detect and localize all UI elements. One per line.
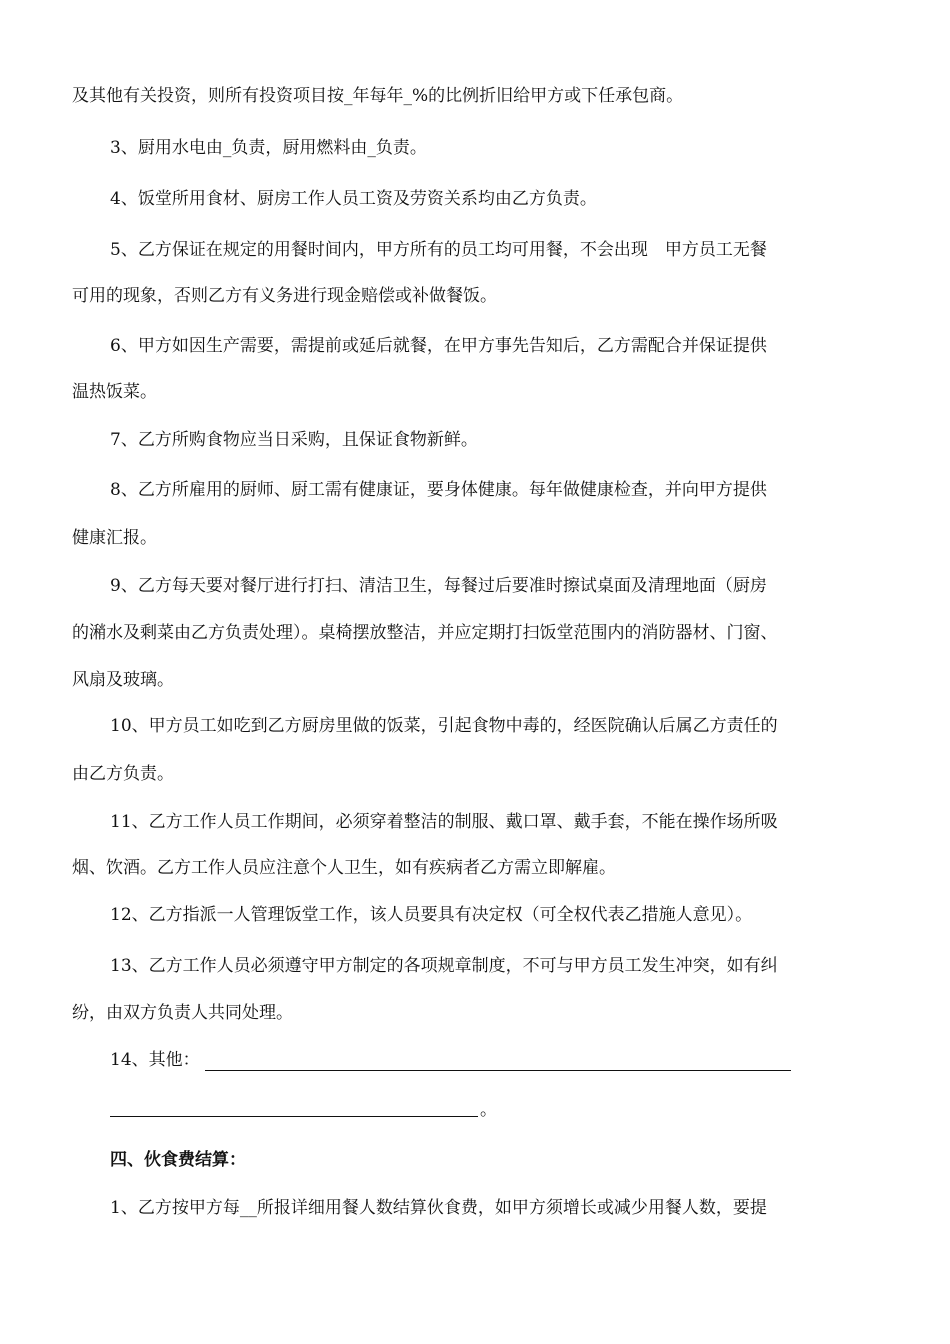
paragraph-line: 6、甲方如因生产需要，需提前或延后就餐，在甲方事先告知后，乙方需配合并保证提供 xyxy=(110,336,767,356)
paragraph-line: 纷，由双方负责人共同处理。 xyxy=(72,1003,293,1023)
paragraph-line: 13、乙方工作人员必须遵守甲方制定的各项规章制度，不可与甲方员工发生冲突，如有纠 xyxy=(110,956,778,976)
paragraph-line: 3、厨用水电由_负责，厨用燃料由_负责。 xyxy=(110,138,427,158)
paragraph-line: 可用的现象，否则乙方有义务进行现金赔偿或补做餐饭。 xyxy=(72,286,497,306)
section-heading: 四、伙食费结算： xyxy=(110,1150,246,1170)
paragraph-line: 温热饭菜。 xyxy=(72,382,157,402)
paragraph-line: 8、乙方所雇用的厨师、厨工需有健康证，要身体健康。每年做健康检查，并向甲方提供 xyxy=(110,480,767,500)
paragraph-line: 10、甲方员工如吃到乙方厨房里做的饭菜，引起食物中毒的，经医院确认后属乙方责任的 xyxy=(110,716,778,736)
paragraph-line: 健康汇报。 xyxy=(72,528,157,548)
paragraph-line: 7、乙方所购食物应当日采购，且保证食物新鲜。 xyxy=(110,430,478,450)
paragraph-line: 由乙方负责。 xyxy=(72,764,174,784)
paragraph-line: 1、乙方按甲方每__所报详细用餐人数结算伙食费，如甲方须增长或减少用餐人数，要提 xyxy=(110,1198,767,1218)
paragraph-line: 5、乙方保证在规定的用餐时间内，甲方所有的员工均可用餐，不会出现 甲方员工无餐 xyxy=(110,240,767,260)
paragraph-line: 9、乙方每天要对餐厅进行打扫、清洁卫生，每餐过后要准时擦试桌面及清理地面（厨房 xyxy=(110,576,767,596)
end-punctuation: 。 xyxy=(480,1100,497,1120)
other-label: 14、其他： xyxy=(110,1050,200,1070)
paragraph-line: 烟、饮酒。乙方工作人员应注意个人卫生，如有疾病者乙方需立即解雇。 xyxy=(72,858,616,878)
paragraph-line: 4、饭堂所用食材、厨房工作人员工资及劳资关系均由乙方负责。 xyxy=(110,189,597,209)
paragraph-line: 及其他有关投资，则所有投资项目按_年每年_%的比例折旧给甲方或下任承包商。 xyxy=(72,86,684,106)
fill-in-blank-line xyxy=(205,1070,791,1071)
paragraph-line: 风扇及玻璃。 xyxy=(72,670,174,690)
fill-in-blank-line xyxy=(110,1116,478,1117)
paragraph-line: 11、乙方工作人员工作期间，必须穿着整洁的制服、戴口罩、戴手套，不能在操作场所吸 xyxy=(110,812,778,832)
paragraph-line: 12、乙方指派一人管理饭堂工作，该人员要具有决定权（可全权代表乙措施人意见）。 xyxy=(110,905,753,925)
paragraph-line: 的潲水及剩菜由乙方负责处理）。桌椅摆放整洁，并应定期打扫饭堂范围内的消防器材、门窗、 xyxy=(72,623,778,643)
